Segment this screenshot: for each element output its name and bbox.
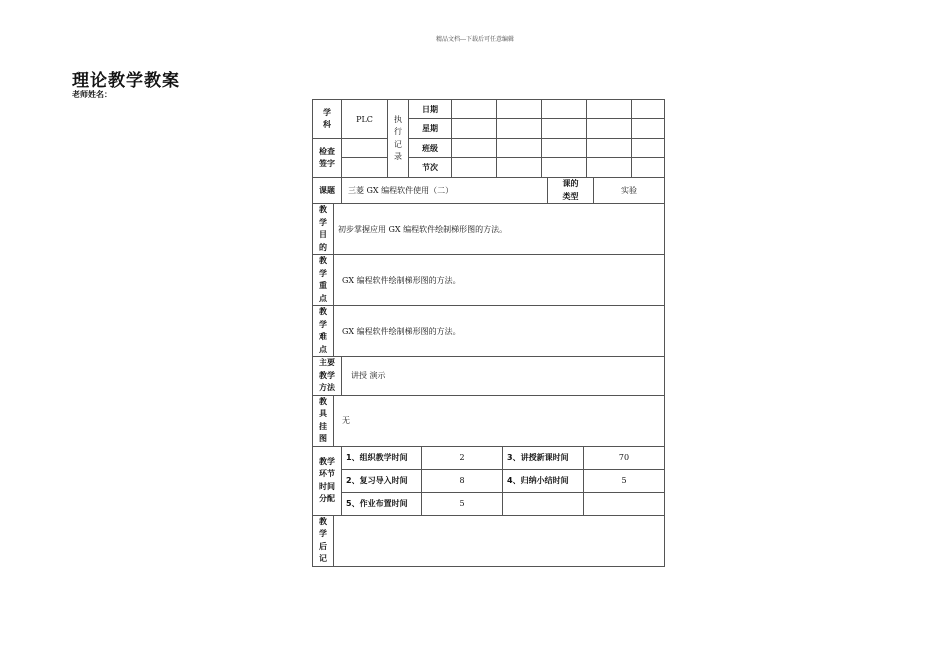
aids-value: 无 bbox=[334, 395, 665, 446]
topic-table bbox=[312, 177, 665, 204]
time-allocation-table bbox=[312, 446, 665, 516]
time-item-value: 70 bbox=[584, 446, 665, 469]
time-allocation-label: 教学 环节 时间 分配 bbox=[313, 446, 342, 515]
page-title: 理论教学教案 bbox=[72, 71, 180, 91]
difficulties-value: GX 编程软件绘制梯形图的方法。 bbox=[334, 306, 665, 357]
time-item-value: 2 bbox=[422, 446, 503, 469]
aids-label: 教 具 挂 图 bbox=[313, 395, 334, 446]
period-cell-5 bbox=[632, 158, 665, 178]
period-cell-2 bbox=[497, 158, 542, 178]
row-label-class: 班级 bbox=[409, 139, 452, 158]
row-label-weekday: 星期 bbox=[409, 119, 452, 139]
class-cell-3 bbox=[542, 139, 587, 158]
topic-label: 课题 bbox=[313, 178, 342, 204]
date-cell-2 bbox=[497, 100, 542, 119]
time-item-value: 8 bbox=[422, 469, 503, 492]
subject-value: PLC bbox=[342, 100, 388, 139]
time-item-empty bbox=[503, 492, 584, 515]
difficulties-label: 教 学 难 点 bbox=[313, 306, 334, 357]
weekday-cell-3 bbox=[542, 119, 587, 139]
methods-table bbox=[312, 356, 665, 396]
class-cell-2 bbox=[497, 139, 542, 158]
weekday-cell-1 bbox=[452, 119, 497, 139]
methods-label: 主要 教学 方法 bbox=[313, 357, 342, 396]
date-cell-1 bbox=[452, 100, 497, 119]
teacher-name-label: 老师姓名： bbox=[72, 90, 112, 99]
time-item-empty bbox=[584, 492, 665, 515]
schedule-table bbox=[312, 99, 665, 178]
time-item-name: 4、归纳小结时间 bbox=[503, 469, 584, 492]
period-cell-1 bbox=[452, 158, 497, 178]
period-cell-3 bbox=[542, 158, 587, 178]
aids-table bbox=[312, 395, 665, 447]
key-points-label: 教 学 重 点 bbox=[313, 255, 334, 306]
postscript-value bbox=[334, 515, 665, 566]
period-cell-4 bbox=[587, 158, 632, 178]
time-item-name: 5、作业布置时间 bbox=[342, 492, 422, 515]
time-item-name: 2、复习导入时间 bbox=[342, 469, 422, 492]
date-cell-5 bbox=[632, 100, 665, 119]
exec-record-label: 执 行 记 录 bbox=[388, 100, 409, 178]
row-label-date: 日期 bbox=[409, 100, 452, 119]
lesson-type-value: 实验 bbox=[594, 178, 665, 204]
check-sign-cell-1 bbox=[342, 139, 388, 158]
subject-label: 学 科 bbox=[313, 100, 342, 139]
class-cell-5 bbox=[632, 139, 665, 158]
time-item-value: 5 bbox=[422, 492, 503, 515]
time-item-name: 1、组织教学时间 bbox=[342, 446, 422, 469]
objective-label: 教 学 目 的 bbox=[313, 204, 334, 255]
topic-value: 三菱 GX 编程软件使用（二） bbox=[342, 178, 548, 204]
objective-value: 初步掌握应用 GX 编程软件绘制梯形图的方法。 bbox=[334, 204, 665, 255]
lesson-type-label: 课的 类型 bbox=[548, 178, 594, 204]
content-table bbox=[312, 203, 665, 357]
postscript-label: 教 学 后 记 bbox=[313, 515, 334, 566]
weekday-cell-4 bbox=[587, 119, 632, 139]
class-cell-1 bbox=[452, 139, 497, 158]
methods-value: 讲授 演示 bbox=[342, 357, 665, 396]
header-note: 精品文档---下载后可任意编辑 bbox=[435, 36, 515, 43]
date-cell-3 bbox=[542, 100, 587, 119]
time-item-name: 3、讲授新课时间 bbox=[503, 446, 584, 469]
lesson-plan-form bbox=[312, 99, 664, 567]
class-cell-4 bbox=[587, 139, 632, 158]
time-item-value: 5 bbox=[584, 469, 665, 492]
weekday-cell-5 bbox=[632, 119, 665, 139]
check-sign-label: 检查 签字 bbox=[313, 139, 342, 178]
check-sign-cell-2 bbox=[342, 158, 388, 178]
date-cell-4 bbox=[587, 100, 632, 119]
weekday-cell-2 bbox=[497, 119, 542, 139]
row-label-period: 节次 bbox=[409, 158, 452, 178]
postscript-table bbox=[312, 515, 665, 567]
key-points-value: GX 编程软件绘制梯形图的方法。 bbox=[334, 255, 665, 306]
